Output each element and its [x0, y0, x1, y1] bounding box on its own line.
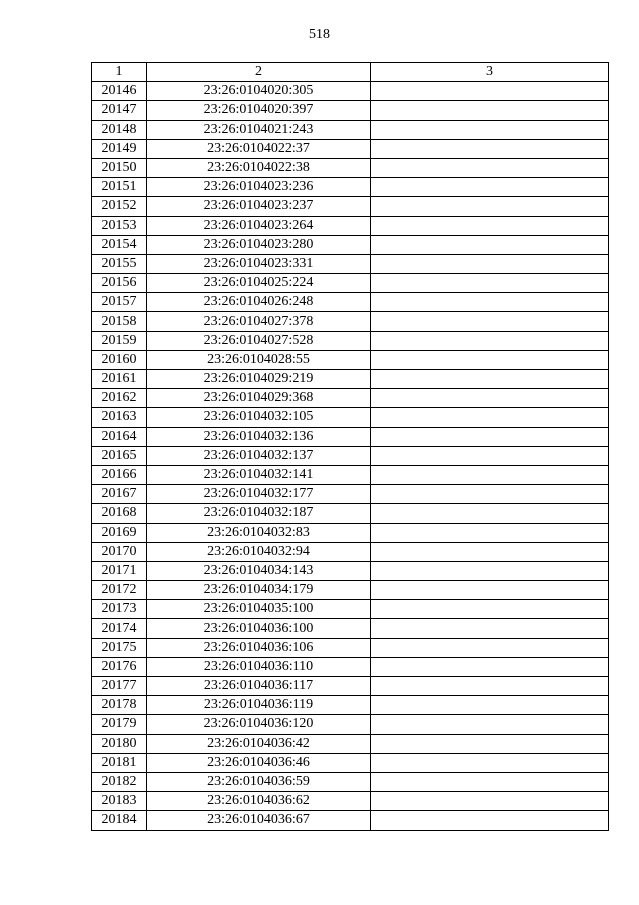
row-number-cell: 20181 [92, 753, 147, 772]
row-number-cell: 20166 [92, 465, 147, 484]
row-number-cell: 20172 [92, 581, 147, 600]
note-cell [371, 600, 609, 619]
row-number-cell: 20180 [92, 734, 147, 753]
cadastral-number-cell: 23:26:0104036:46 [147, 753, 371, 772]
row-number-cell: 20182 [92, 772, 147, 791]
row-number-cell: 20184 [92, 811, 147, 830]
cadastral-number-cell: 23:26:0104020:305 [147, 82, 371, 101]
cadastral-number-cell: 23:26:0104023:237 [147, 197, 371, 216]
table-row [92, 561, 609, 580]
cadastral-number-cell: 23:26:0104032:141 [147, 465, 371, 484]
cadastral-number-cell: 23:26:0104035:100 [147, 600, 371, 619]
note-cell [371, 638, 609, 657]
cadastral-number-cell: 23:26:0104036:42 [147, 734, 371, 753]
table-row [92, 427, 609, 446]
table-row [92, 82, 609, 101]
cadastral-number-cell: 23:26:0104022:37 [147, 139, 371, 158]
table-row [92, 408, 609, 427]
row-number-cell: 20149 [92, 139, 147, 158]
note-cell [371, 523, 609, 542]
table-row [92, 120, 609, 139]
page-number: 518 [309, 27, 330, 42]
row-number-cell: 20159 [92, 331, 147, 350]
table-row [92, 523, 609, 542]
table-row [92, 216, 609, 235]
table-row [92, 254, 609, 273]
note-cell [371, 158, 609, 177]
note-cell [371, 446, 609, 465]
cadastral-number-cell: 23:26:0104036:117 [147, 677, 371, 696]
note-cell [371, 581, 609, 600]
note-cell [371, 734, 609, 753]
row-number-cell: 20173 [92, 600, 147, 619]
note-cell [371, 178, 609, 197]
cadastral-number-cell: 23:26:0104027:378 [147, 312, 371, 331]
note-cell [371, 753, 609, 772]
note-cell [371, 139, 609, 158]
table-row [92, 485, 609, 504]
row-number-cell: 20170 [92, 542, 147, 561]
table-row [92, 753, 609, 772]
row-number-cell: 20162 [92, 389, 147, 408]
table-row [92, 734, 609, 753]
table-row [92, 619, 609, 638]
note-cell [371, 350, 609, 369]
row-number-cell: 20167 [92, 485, 147, 504]
row-number-cell: 20146 [92, 82, 147, 101]
table-row [92, 504, 609, 523]
note-cell [371, 542, 609, 561]
note-cell [371, 811, 609, 830]
table-body [92, 82, 609, 830]
cadastral-number-cell: 23:26:0104023:236 [147, 178, 371, 197]
cadastral-number-cell: 23:26:0104023:264 [147, 216, 371, 235]
column-header-3: 3 [371, 63, 609, 82]
row-number-cell: 20169 [92, 523, 147, 542]
note-cell [371, 389, 609, 408]
table-row [92, 312, 609, 331]
row-number-cell: 20171 [92, 561, 147, 580]
cadastral-number-cell: 23:26:0104036:100 [147, 619, 371, 638]
row-number-cell: 20161 [92, 370, 147, 389]
row-number-cell: 20183 [92, 792, 147, 811]
row-number-cell: 20178 [92, 696, 147, 715]
table-row [92, 811, 609, 830]
column-header-1: 1 [92, 63, 147, 82]
row-number-cell: 20168 [92, 504, 147, 523]
table-row [92, 197, 609, 216]
cadastral-number-cell: 23:26:0104023:331 [147, 254, 371, 273]
note-cell [371, 427, 609, 446]
table-row [92, 158, 609, 177]
note-cell [371, 772, 609, 791]
row-number-cell: 20154 [92, 235, 147, 254]
cadastral-number-cell: 23:26:0104021:243 [147, 120, 371, 139]
note-cell [371, 82, 609, 101]
cadastral-number-cell: 23:26:0104026:248 [147, 293, 371, 312]
table-row [92, 446, 609, 465]
cadastral-number-cell: 23:26:0104029:368 [147, 389, 371, 408]
row-number-cell: 20157 [92, 293, 147, 312]
table-row [92, 274, 609, 293]
table-row [92, 696, 609, 715]
table-row [92, 293, 609, 312]
note-cell [371, 677, 609, 696]
table-header-row [92, 63, 609, 82]
table-row [92, 677, 609, 696]
row-number-cell: 20163 [92, 408, 147, 427]
note-cell [371, 120, 609, 139]
table-row [92, 350, 609, 369]
note-cell [371, 792, 609, 811]
row-number-cell: 20165 [92, 446, 147, 465]
table-row [92, 542, 609, 561]
note-cell [371, 504, 609, 523]
note-cell [371, 408, 609, 427]
cadastral-number-cell: 23:26:0104020:397 [147, 101, 371, 120]
row-number-cell: 20174 [92, 619, 147, 638]
table-row [92, 235, 609, 254]
table-row [92, 331, 609, 350]
row-number-cell: 20176 [92, 657, 147, 676]
row-number-cell: 20177 [92, 677, 147, 696]
row-number-cell: 20158 [92, 312, 147, 331]
row-number-cell: 20151 [92, 178, 147, 197]
cadastral-number-cell: 23:26:0104032:177 [147, 485, 371, 504]
table-row [92, 370, 609, 389]
row-number-cell: 20156 [92, 274, 147, 293]
table-row [92, 465, 609, 484]
note-cell [371, 696, 609, 715]
row-number-cell: 20150 [92, 158, 147, 177]
table-row [92, 389, 609, 408]
note-cell [371, 370, 609, 389]
row-number-cell: 20175 [92, 638, 147, 657]
note-cell [371, 715, 609, 734]
registry-table [91, 62, 609, 831]
note-cell [371, 254, 609, 273]
note-cell [371, 331, 609, 350]
cadastral-number-cell: 23:26:0104036:119 [147, 696, 371, 715]
cadastral-number-cell: 23:26:0104022:38 [147, 158, 371, 177]
note-cell [371, 465, 609, 484]
cadastral-number-cell: 23:26:0104025:224 [147, 274, 371, 293]
cadastral-number-cell: 23:26:0104028:55 [147, 350, 371, 369]
row-number-cell: 20148 [92, 120, 147, 139]
cadastral-number-cell: 23:26:0104036:110 [147, 657, 371, 676]
column-header-2: 2 [147, 63, 371, 82]
cadastral-number-cell: 23:26:0104032:136 [147, 427, 371, 446]
cadastral-number-cell: 23:26:0104029:219 [147, 370, 371, 389]
table-row [92, 581, 609, 600]
table-row [92, 600, 609, 619]
note-cell [371, 101, 609, 120]
cadastral-number-cell: 23:26:0104032:83 [147, 523, 371, 542]
table-row [92, 772, 609, 791]
cadastral-number-cell: 23:26:0104034:179 [147, 581, 371, 600]
cadastral-number-cell: 23:26:0104036:67 [147, 811, 371, 830]
table-row [92, 178, 609, 197]
note-cell [371, 216, 609, 235]
table-row [92, 715, 609, 734]
cadastral-number-cell: 23:26:0104023:280 [147, 235, 371, 254]
row-number-cell: 20164 [92, 427, 147, 446]
cadastral-number-cell: 23:26:0104036:59 [147, 772, 371, 791]
cadastral-number-cell: 23:26:0104032:94 [147, 542, 371, 561]
note-cell [371, 485, 609, 504]
note-cell [371, 312, 609, 331]
cadastral-number-cell: 23:26:0104036:62 [147, 792, 371, 811]
note-cell [371, 561, 609, 580]
note-cell [371, 274, 609, 293]
table-row [92, 792, 609, 811]
cadastral-number-cell: 23:26:0104032:105 [147, 408, 371, 427]
cadastral-number-cell: 23:26:0104032:187 [147, 504, 371, 523]
table-row [92, 101, 609, 120]
cadastral-number-cell: 23:26:0104032:137 [147, 446, 371, 465]
cadastral-number-cell: 23:26:0104034:143 [147, 561, 371, 580]
cadastral-number-cell: 23:26:0104036:120 [147, 715, 371, 734]
table-row [92, 657, 609, 676]
row-number-cell: 20155 [92, 254, 147, 273]
table-row [92, 139, 609, 158]
table-row [92, 638, 609, 657]
cadastral-number-cell: 23:26:0104027:528 [147, 331, 371, 350]
note-cell [371, 619, 609, 638]
note-cell [371, 197, 609, 216]
note-cell [371, 293, 609, 312]
row-number-cell: 20160 [92, 350, 147, 369]
note-cell [371, 235, 609, 254]
row-number-cell: 20147 [92, 101, 147, 120]
row-number-cell: 20153 [92, 216, 147, 235]
cadastral-number-cell: 23:26:0104036:106 [147, 638, 371, 657]
row-number-cell: 20152 [92, 197, 147, 216]
row-number-cell: 20179 [92, 715, 147, 734]
note-cell [371, 657, 609, 676]
